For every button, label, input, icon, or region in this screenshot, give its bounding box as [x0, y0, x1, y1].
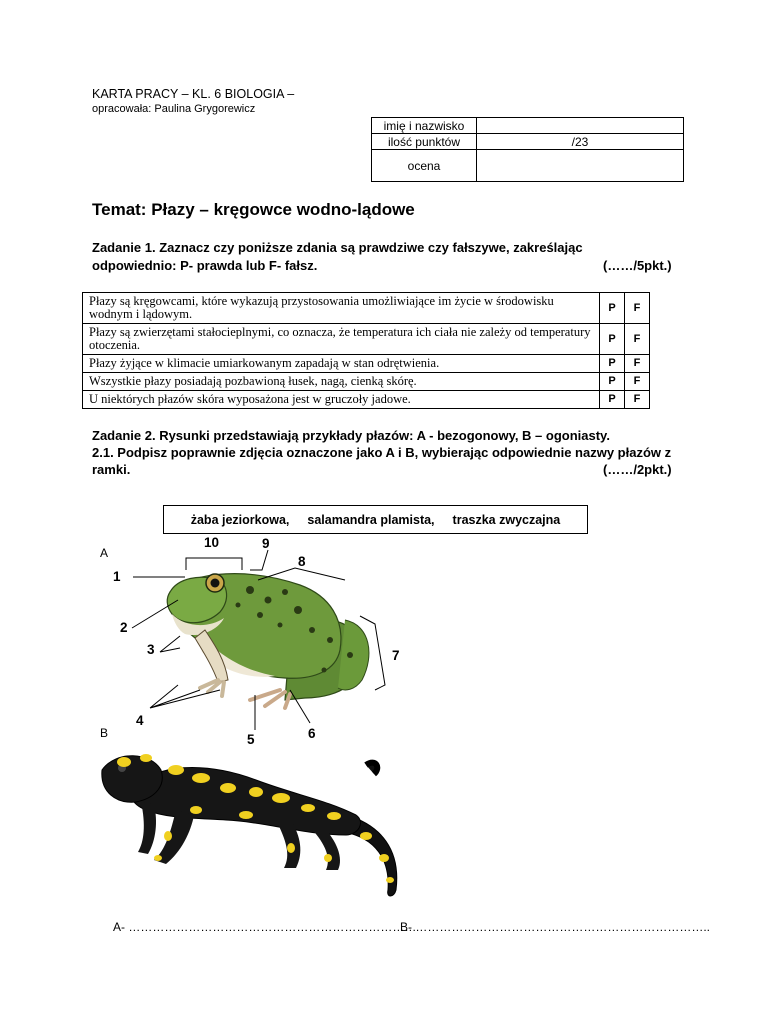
callout-number: 9: [262, 536, 270, 551]
callout-number: 1: [113, 569, 121, 584]
true-option[interactable]: P: [600, 373, 625, 391]
callout-number: 8: [298, 554, 306, 569]
worksheet-title: KARTA PRACY – KL. 6 BIOLOGIA –: [92, 87, 295, 101]
task1-points: (……/5pkt.): [603, 258, 672, 273]
points-field[interactable]: /23: [477, 134, 684, 150]
false-option[interactable]: F: [625, 293, 650, 324]
true-option[interactable]: P: [600, 293, 625, 324]
statement-text: U niektórych płazów skóra wyposażona jest w gruczoły jadowe.: [83, 391, 600, 409]
lesson-topic: Temat: Płazy – kręgowce wodno-lądowe: [92, 200, 415, 219]
callout-number: 4: [136, 713, 144, 728]
callout-number: 7: [392, 648, 400, 663]
callout-number: 5: [247, 732, 255, 745]
grade-label: ocena: [372, 150, 477, 182]
callout-number: 2: [120, 620, 128, 635]
statement-text: Wszystkie płazy posiadają pozbawioną łusek, nagą, cienką skórę.: [83, 373, 600, 391]
statement-text: Płazy są zwierzętami stałocieplnymi, co oznacza, że temperatura ich ciała nie zależy od temperatury otoczenia.: [83, 324, 600, 355]
task2-instruction-line1: Zadanie 2. Rysunki przedstawiają przykłady płazów: A - bezogonowy, B – ogoniasty.: [92, 428, 610, 443]
task2-instruction-line3: ramki.: [92, 462, 131, 477]
name-label: imię i nazwisko: [372, 118, 477, 134]
task1-instruction-line1: Zadanie 1. Zaznacz czy poniższe zdania są prawdziwe czy fałszywe, zakreślając: [92, 240, 583, 255]
task2-instruction-line2: 2.1. Podpisz poprawnie zdjęcia oznaczone jako A i B, wybierając odpowiednie nazwy płazów z: [92, 445, 672, 460]
false-option[interactable]: F: [625, 355, 650, 373]
frog-illustration: [100, 530, 420, 745]
callout-number: 10: [204, 535, 220, 550]
answer-line-b[interactable]: B- ………………………………………………………………..: [400, 920, 711, 934]
true-option[interactable]: P: [600, 355, 625, 373]
grade-field[interactable]: [477, 150, 684, 182]
table-row: [83, 373, 650, 391]
false-option[interactable]: F: [625, 373, 650, 391]
true-option[interactable]: P: [600, 391, 625, 409]
task2-points: (……/2pkt.): [603, 462, 672, 477]
choice-frog-name: żaba jeziorkowa,: [190, 512, 290, 527]
table-row: [83, 391, 650, 409]
choice-newt-name: traszka zwyczajna: [452, 512, 561, 527]
false-option[interactable]: F: [625, 324, 650, 355]
table-row: [83, 324, 650, 355]
false-option[interactable]: F: [625, 391, 650, 409]
statement-text: Płazy są kręgowcami, które wykazują przystosowania umożliwiające im życie w środowisku wodnym i lądowym.: [83, 293, 600, 324]
task1-instruction-line2: odpowiednio: P- prawda lub F- fałsz.: [92, 258, 318, 273]
points-label: ilość punktów: [372, 134, 477, 150]
statement-text: Płazy żyjące w klimacie umiarkowanym zapadają w stan odrętwienia.: [83, 355, 600, 373]
author-line: opracowała: Paulina Grygorewicz: [92, 103, 256, 115]
student-info-table: [371, 117, 684, 182]
table-row: [83, 293, 650, 324]
true-false-table: [82, 292, 650, 409]
name-field[interactable]: [477, 118, 684, 134]
callout-number: 6: [308, 726, 316, 741]
choice-salamander-name: salamandra plamista,: [307, 512, 435, 527]
figure-label-a: A: [100, 546, 109, 560]
figure-label-b: B: [100, 726, 109, 740]
table-row: [83, 355, 650, 373]
answer-line-a[interactable]: A- ………………………………………………………………: [113, 920, 417, 934]
callout-number: 3: [147, 642, 155, 657]
true-option[interactable]: P: [600, 324, 625, 355]
salamander-illustration: [96, 740, 416, 900]
